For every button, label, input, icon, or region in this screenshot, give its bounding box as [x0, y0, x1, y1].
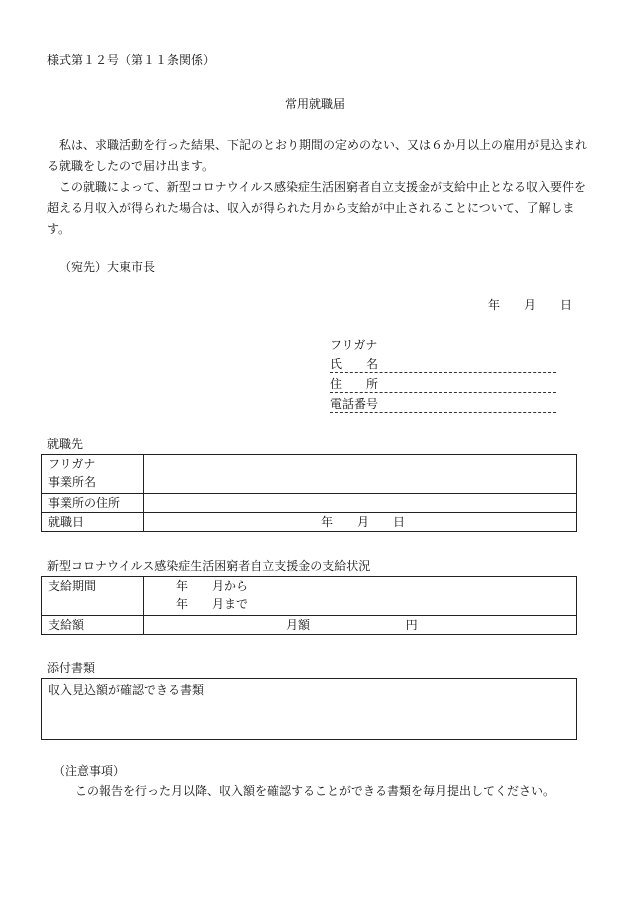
start-date-label: 就職日 — [42, 513, 144, 532]
benefit-period-from: 年 月から — [176, 579, 249, 593]
employer-furigana-label: フリガナ — [48, 457, 96, 471]
applicant-phone-label: 電話番号 — [330, 397, 379, 411]
attachment-heading: 添付書類 — [47, 661, 96, 675]
applicant-address-underline — [330, 392, 556, 393]
benefit-period-input-cell[interactable] — [144, 577, 577, 616]
benefit-period-label: 支給期間 — [42, 577, 144, 616]
applicant-name-field[interactable] — [330, 356, 556, 374]
notes-text: この報告を行った月以降、収入額を確認することができる書類を毎月提出してください。 — [75, 784, 556, 798]
applicant-name-label: 氏 名 — [330, 357, 379, 371]
start-date-input-cell[interactable]: 年 月 日 — [144, 513, 577, 532]
benefit-amount-unit: 円 — [405, 618, 418, 632]
benefit-amount-monthly-label: 月額 — [286, 618, 311, 632]
employer-address-input-cell[interactable] — [144, 494, 577, 513]
applicant-address-field[interactable] — [330, 376, 556, 394]
applicant-address-label: 住 所 — [330, 377, 379, 391]
attachment-table — [41, 678, 577, 740]
declaration-paragraph: 私は、求職活動を行った結果、下記のとおり期間の定めのない、又は６か月以上の雇用が見込まれる就職をしたので届け出ます。 — [47, 138, 588, 173]
submission-date: 年 月 日 — [488, 298, 573, 312]
consent-paragraph: この就職によって、新型コロナウイルス感染症生活困窮者自立支援金が支給中止となる収入要件を超える月収入が得られた場合は、収入が得られた月から支給が中止されることについて、了解します。 — [47, 180, 587, 236]
employer-address-label: 事業所の住所 — [42, 494, 144, 513]
form-number: 様式第１２号（第１１条関係） — [47, 53, 216, 67]
applicant-name-underline — [330, 372, 556, 373]
notes-heading: （注意事項） — [53, 764, 126, 778]
addressee: （宛先）大東市長 — [59, 260, 156, 274]
attachment-item: 収入見込額が確認できる書類 — [42, 679, 577, 740]
document-title: 常用就職届 — [284, 97, 345, 111]
benefit-table — [41, 576, 577, 635]
benefit-amount-input-cell[interactable] — [144, 616, 577, 635]
employer-name-input-cell[interactable] — [144, 455, 577, 494]
applicant-furigana-label: フリガナ — [330, 338, 378, 352]
applicant-phone-underline — [330, 412, 556, 413]
employer-heading: 就職先 — [47, 437, 84, 451]
benefit-period-to: 年 月まで — [176, 597, 249, 611]
employer-table — [41, 454, 577, 532]
employer-name-label-cell — [42, 455, 144, 494]
benefit-heading: 新型コロナウイルス感染症生活困窮者自立支援金の支給状況 — [47, 559, 371, 573]
benefit-amount-label: 支給額 — [42, 616, 144, 635]
applicant-phone-field[interactable] — [330, 396, 556, 414]
employer-office-name-label: 事業所名 — [48, 475, 97, 489]
